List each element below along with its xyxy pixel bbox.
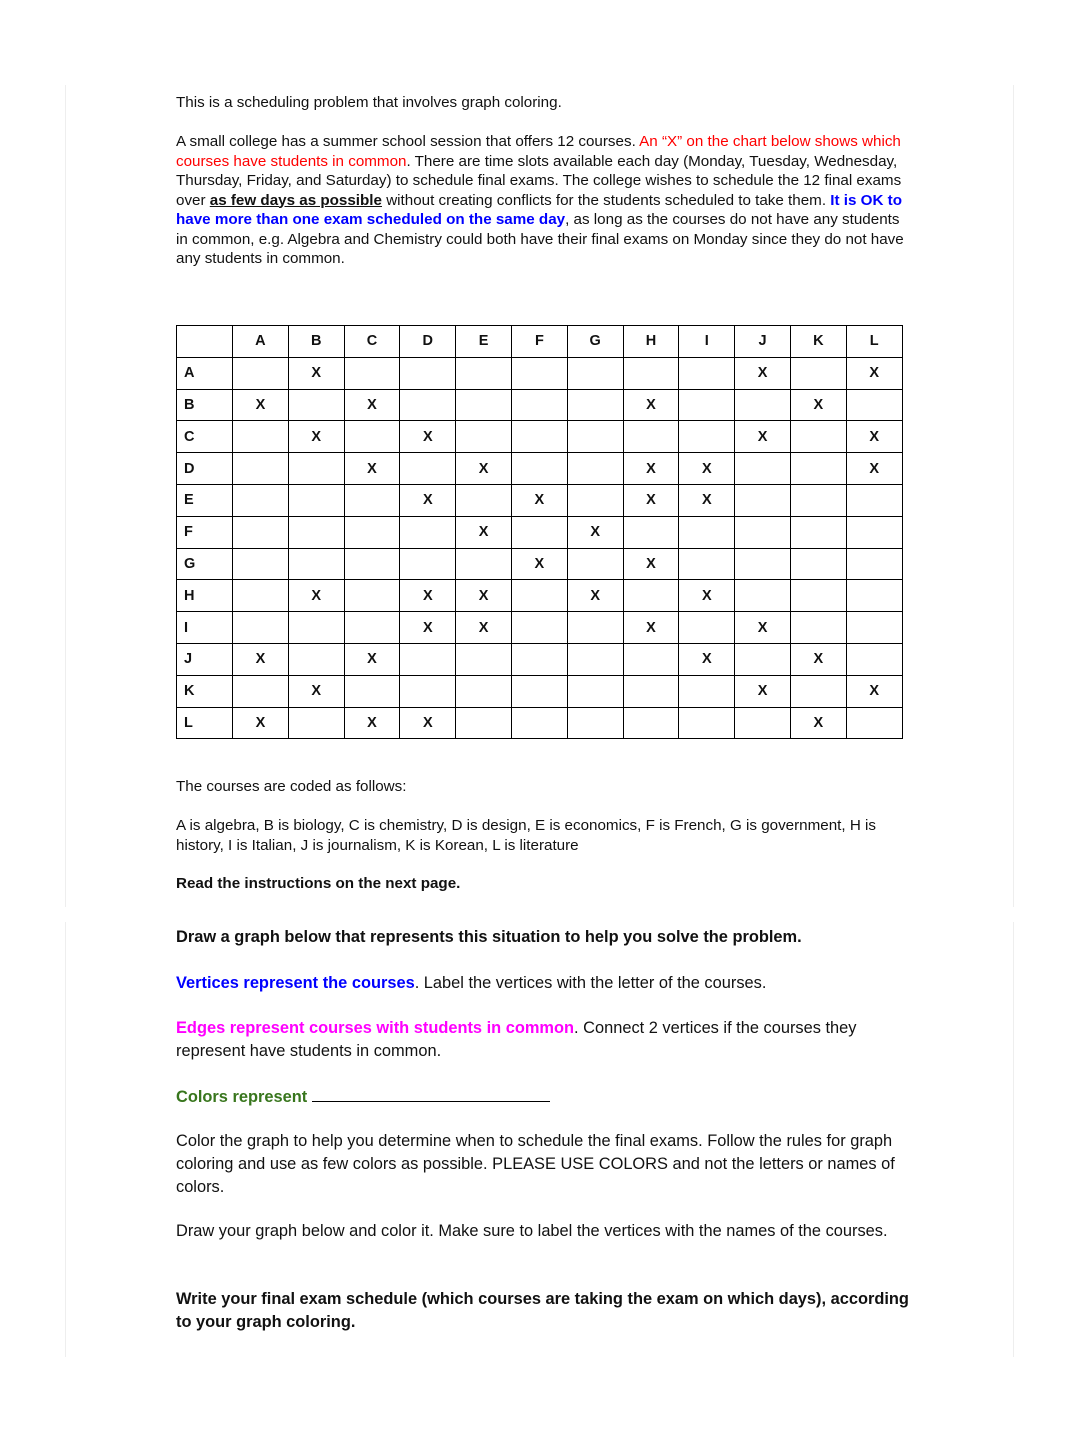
table-cell: [567, 612, 623, 644]
table-cell: [344, 580, 400, 612]
table-cell: X: [623, 389, 679, 421]
problem-paragraph: [176, 132, 906, 269]
table-cell: [288, 453, 344, 485]
table-cell: X: [735, 612, 791, 644]
conflict-table: [176, 325, 903, 739]
table-cell: [846, 612, 902, 644]
table-cell: X: [846, 421, 902, 453]
table-cell: [233, 548, 289, 580]
red-highlight: An “X” on the chart below shows which courses have students in common: [176, 133, 901, 170]
table-cell: [679, 612, 735, 644]
table-cell: X: [344, 389, 400, 421]
table-cell: X: [456, 516, 512, 548]
table-cell: X: [288, 357, 344, 389]
table-cell: [790, 612, 846, 644]
magenta-highlight: Edges represent courses with students in common: [176, 1019, 575, 1037]
table-cell: X: [567, 580, 623, 612]
table-cell: [288, 484, 344, 516]
row-header: I: [177, 612, 233, 644]
table-cell: [679, 421, 735, 453]
table-cell: [623, 707, 679, 739]
table-cell: [288, 516, 344, 548]
table-cell: X: [735, 357, 791, 389]
table-cell: [400, 516, 456, 548]
table-row: [177, 580, 903, 612]
table-cell: [790, 675, 846, 707]
table-cell: [735, 453, 791, 485]
table-cell: X: [456, 453, 512, 485]
table-cell: [233, 453, 289, 485]
row-header: E: [177, 484, 233, 516]
table-row: [177, 707, 903, 739]
table-cell: X: [623, 453, 679, 485]
column-header: F: [511, 326, 567, 358]
row-header: C: [177, 421, 233, 453]
table-cell: X: [288, 421, 344, 453]
row-header: H: [177, 580, 233, 612]
table-cell: [567, 484, 623, 516]
column-header: [177, 326, 233, 358]
table-row: [177, 516, 903, 548]
table-row: [177, 389, 903, 421]
table-cell: X: [679, 643, 735, 675]
table-cell: X: [790, 389, 846, 421]
table-cell: X: [735, 421, 791, 453]
table-cell: [790, 484, 846, 516]
table-cell: [846, 516, 902, 548]
table-cell: [456, 548, 512, 580]
table-row: [177, 484, 903, 516]
table-cell: [735, 580, 791, 612]
table-cell: [511, 516, 567, 548]
table-cell: [567, 389, 623, 421]
blue-highlight: It is OK to have more than one exam scheduled on the same day: [176, 191, 902, 228]
table-cell: [790, 421, 846, 453]
text: , as long as the courses do not have any students in common, e.g. Algebra and Chemistry could both have their final exams on Monday since they do not have any students in common.: [176, 211, 904, 267]
table-cell: [846, 484, 902, 516]
table-cell: [623, 357, 679, 389]
table-cell: X: [233, 389, 289, 421]
column-header: D: [400, 326, 456, 358]
table-cell: [233, 580, 289, 612]
table-cell: [567, 357, 623, 389]
table-cell: [511, 453, 567, 485]
table-cell: [679, 707, 735, 739]
row-header: D: [177, 453, 233, 485]
table-cell: [233, 612, 289, 644]
table-cell: [288, 707, 344, 739]
table-cell: [846, 707, 902, 739]
table-cell: [567, 643, 623, 675]
column-header: E: [456, 326, 512, 358]
table-cell: X: [623, 484, 679, 516]
table-cell: [623, 516, 679, 548]
table-cell: [679, 357, 735, 389]
column-header: B: [288, 326, 344, 358]
table-cell: [846, 643, 902, 675]
table-cell: [567, 421, 623, 453]
table-cell: X: [400, 580, 456, 612]
table-cell: X: [511, 484, 567, 516]
table-cell: X: [679, 453, 735, 485]
edges-instruction: [176, 1017, 916, 1063]
table-cell: [511, 580, 567, 612]
table-cell: [400, 453, 456, 485]
header-row: [177, 326, 903, 358]
table-cell: X: [679, 580, 735, 612]
table-cell: X: [400, 484, 456, 516]
table-cell: [511, 357, 567, 389]
table-cell: [233, 675, 289, 707]
table-cell: [233, 421, 289, 453]
table-cell: [456, 421, 512, 453]
table-cell: [233, 484, 289, 516]
table-cell: [233, 516, 289, 548]
draw-instruction: Draw a graph below that represents this situation to help you solve the problem.: [176, 928, 802, 946]
table-cell: X: [344, 707, 400, 739]
table-cell: [567, 707, 623, 739]
table-cell: [623, 580, 679, 612]
table-cell: X: [735, 675, 791, 707]
table-cell: [344, 612, 400, 644]
table-cell: [456, 643, 512, 675]
table-cell: [344, 484, 400, 516]
table-cell: [288, 389, 344, 421]
table-cell: [344, 357, 400, 389]
text: . There are time slots available each day (Monday, Tuesday, Wednesday, Thursday, Friday, and Saturday) to schedule final exams. The college wishes to schedule the 12 final exams over: [176, 152, 902, 209]
table-cell: [679, 675, 735, 707]
table-cell: [790, 357, 846, 389]
table-row: [177, 643, 903, 675]
table-row: [177, 612, 903, 644]
table-cell: [735, 389, 791, 421]
table-cell: X: [456, 612, 512, 644]
table-cell: X: [400, 612, 456, 644]
green-highlight: Colors represent: [176, 1088, 308, 1106]
row-header: J: [177, 643, 233, 675]
column-header: I: [679, 326, 735, 358]
table-cell: [567, 675, 623, 707]
table-cell: [400, 389, 456, 421]
table-cell: X: [288, 675, 344, 707]
table-cell: [456, 707, 512, 739]
table-cell: [790, 580, 846, 612]
table-cell: [511, 389, 567, 421]
table-cell: [511, 643, 567, 675]
table-cell: X: [846, 675, 902, 707]
table-cell: X: [233, 707, 289, 739]
draw-graph-instruction: Draw your graph below and color it. Make sure to label the vertices with the names of the courses.: [176, 1222, 888, 1240]
vertices-instruction: [176, 972, 916, 995]
table-cell: [846, 548, 902, 580]
row-header: B: [177, 389, 233, 421]
column-header: L: [846, 326, 902, 358]
table-cell: [288, 548, 344, 580]
table-cell: [511, 675, 567, 707]
column-header: J: [735, 326, 791, 358]
row-header: K: [177, 675, 233, 707]
table-cell: X: [790, 707, 846, 739]
table-cell: [735, 484, 791, 516]
table-row: [177, 548, 903, 580]
table-cell: [790, 516, 846, 548]
table-cell: [400, 357, 456, 389]
schedule-instruction: Write your final exam schedule (which courses are taking the exam on which days), according to your graph coloring.: [176, 1290, 909, 1331]
row-header: G: [177, 548, 233, 580]
table-cell: X: [400, 421, 456, 453]
table-cell: [846, 580, 902, 612]
table-cell: X: [456, 580, 512, 612]
row-header: F: [177, 516, 233, 548]
table-cell: [456, 484, 512, 516]
row-header: L: [177, 707, 233, 739]
table-cell: [511, 421, 567, 453]
table-cell: [400, 548, 456, 580]
table-cell: [623, 675, 679, 707]
table-cell: [456, 357, 512, 389]
column-header: K: [790, 326, 846, 358]
table-cell: X: [846, 453, 902, 485]
table-cell: [567, 548, 623, 580]
intro-text: This is a scheduling problem that involves graph coloring.: [176, 94, 562, 111]
blue-highlight: Vertices represent the courses: [176, 974, 415, 992]
underlined-emphasis: as few days as possible: [209, 191, 382, 209]
table-cell: [735, 643, 791, 675]
table-cell: [790, 453, 846, 485]
color-instruction: Color the graph to help you determine when to schedule the final exams. Follow the rules for graph coloring and use as few colors as possible. PLEASE USE COLORS and not the letters or names of colors.: [176, 1132, 895, 1196]
table-cell: X: [233, 643, 289, 675]
table-cell: [344, 516, 400, 548]
table-cell: [790, 548, 846, 580]
table-cell: [623, 421, 679, 453]
column-header: G: [567, 326, 623, 358]
text: without creating conflicts for the students scheduled to take them.: [381, 191, 831, 209]
table-cell: [735, 707, 791, 739]
table-cell: X: [623, 612, 679, 644]
table-cell: X: [344, 453, 400, 485]
table-row: [177, 357, 903, 389]
text: . Label the vertices with the letter of the courses.: [414, 974, 767, 992]
course-codes: A is algebra, B is biology, C is chemistry, D is design, E is economics, F is French, G is government, H is history, I is Italian, J is journalism, K is Korean, L is literature: [176, 817, 876, 854]
colors-line: [176, 1085, 916, 1109]
table-row: [177, 675, 903, 707]
column-header: A: [233, 326, 289, 358]
table-cell: [623, 643, 679, 675]
table-cell: [400, 675, 456, 707]
table-cell: [288, 612, 344, 644]
table-cell: [456, 675, 512, 707]
table-cell: [511, 612, 567, 644]
table-cell: [679, 516, 735, 548]
coded-heading: The courses are coded as follows:: [176, 778, 407, 795]
text: A small college has a summer school session that offers 12 courses.: [176, 133, 640, 150]
table-cell: X: [567, 516, 623, 548]
table-cell: [735, 548, 791, 580]
table-cell: [344, 421, 400, 453]
table-cell: [679, 548, 735, 580]
table-cell: X: [846, 357, 902, 389]
table-cell: [846, 389, 902, 421]
text: . Connect 2 vertices if the courses they represent have students in common.: [176, 1019, 857, 1060]
table-cell: [400, 643, 456, 675]
table-cell: [344, 675, 400, 707]
table-cell: [511, 707, 567, 739]
table-cell: X: [623, 548, 679, 580]
table-cell: [679, 389, 735, 421]
table-cell: [233, 357, 289, 389]
table-cell: [735, 516, 791, 548]
table-cell: [456, 389, 512, 421]
table-cell: X: [288, 580, 344, 612]
table-cell: [344, 548, 400, 580]
table-cell: X: [400, 707, 456, 739]
table-cell: [567, 453, 623, 485]
column-header: H: [623, 326, 679, 358]
row-header: A: [177, 357, 233, 389]
next-page-note: Read the instructions on the next page.: [176, 875, 461, 892]
table-cell: [288, 643, 344, 675]
table-cell: X: [790, 643, 846, 675]
table-row: [177, 421, 903, 453]
fill-in-blank[interactable]: [312, 1085, 550, 1102]
table-cell: X: [679, 484, 735, 516]
table-row: [177, 453, 903, 485]
column-header: C: [344, 326, 400, 358]
table-cell: X: [344, 643, 400, 675]
table-cell: X: [511, 548, 567, 580]
